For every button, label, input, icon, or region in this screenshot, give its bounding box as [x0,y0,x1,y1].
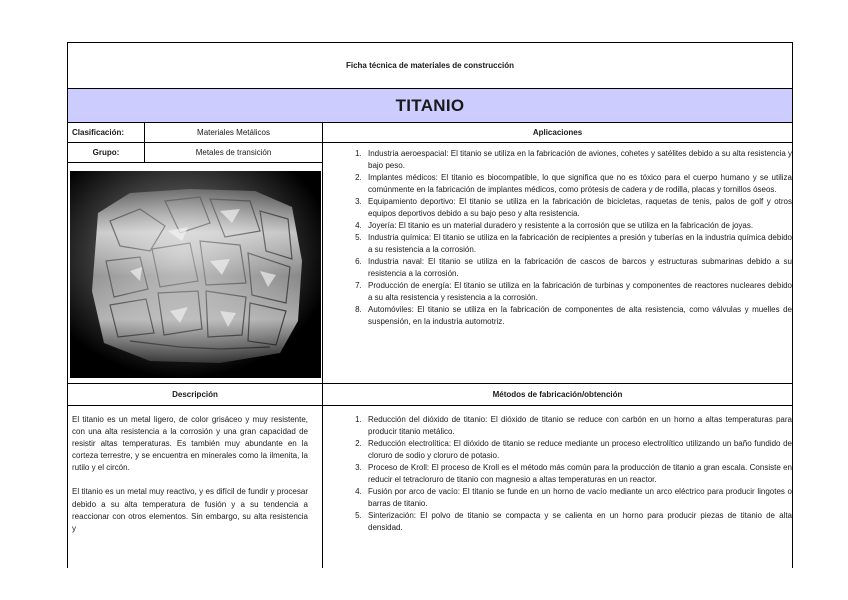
descripcion-heading: Descripción [172,390,218,399]
grupo-label: Grupo: [92,148,120,157]
metodos-heading: Métodos de fabricación/obtención [492,390,623,399]
aplicacion-item: 1. Industria aeroespacial: El titanio se utiliza en la fabricación de aviones, cohetes y satélites debido a su alta resistencia y bajo peso. [364,148,792,172]
material-datasheet [67,42,793,568]
aplicacion-item: 6. Industria naval: El titanio se utiliza en la fabricación de cascos de barcos y estructuras submarinas debido a su resistencia a la corrosión. [364,256,792,280]
clasificacion-value: Materiales Metálicos [197,128,270,137]
aplicacion-item: 2. Implantes médicos: El titanio es biocompatible, lo que significa que no es tóxico para el cuerpo humano y se utiliza comúnmente en la fabricación de implantes médicos, como prótesis de cadera y de rodilla, placas y tornillos óseos. [364,172,792,196]
aplicaciones-heading: Aplicaciones [532,128,583,137]
metodo-item: 4. Fusión por arco de vacío: El titanio se funde en un horno de vacío mediante un arco eléctrico para producir lingotes o barras de titanio. [364,486,792,510]
aplicacion-item: 4. Joyería: El titanio es un material duradero y resistente a la corrosión que se utiliza en la fabricación de joyas. [364,220,792,232]
document-title: Ficha técnica de materiales de construcción [345,61,515,70]
aplicacion-item: 7. Producción de energía: El titanio se utiliza en la fabricación de turbinas y componentes de reactores nucleares debido a su alta resistencia y resistencia a la corrosión. [364,280,792,304]
titanium-crystal-bar-photo [70,171,321,378]
aplicaciones-list [323,148,792,328]
grupo-value: Metales de transición [195,148,272,157]
clasificacion-label: Clasificación: [72,128,125,137]
aplicacion-item: 3. Equipamiento deportivo: El titanio se utiliza en la fabricación de bicicletas, raquetas de tenis, palos de golf y otros equipos deportivos debido a su bajo peso y alta resistencia. [364,196,792,220]
metodos-list [323,414,792,534]
descripcion-text [70,414,310,568]
descripcion-paragraph: El titanio es un metal ligero, de color grisáceo y muy resistente, con una alta resistencia a la corrosión y una gran capacidad de resistir altas temperaturas. Es también muy abundante en la corteza terrestre, y se encuentra en minerales como la ilmenita, la rutilo y el circón. [72,415,308,473]
descripcion-paragraph: El titanio es un metal muy reactivo, y es difícil de fundir y procesar debido a su alta temperatura de fusión y a su tendencia a reaccionar con otros elementos. Sin embargo, su alta resistencia y [72,487,308,533]
material-name-banner: TITANIO [68,89,792,122]
aplicacion-item: 8. Automóviles: El titanio se utiliza en la fabricación de componentes de alta resistencia, como válvulas y muelles de suspensión, en la industria automotriz. [364,304,792,328]
metodo-item: 3. Proceso de Kroll: El proceso de Kroll es el método más común para la producción de titanio a gran escala. Consiste en reducir el tetracloruro de titanio con magnesio a altas temperaturas en un reactor. [364,462,792,486]
metodo-item: 1. Reducción del dióxido de titanio: El dióxido de titanio se reduce con carbón en un horno a altas temperaturas para producir titanio metálico. [364,414,792,438]
metodo-item: 5. Sinterización: El polvo de titanio se compacta y se calienta en un horno para producir piezas de titanio de alta densidad. [364,510,792,534]
aplicacion-item: 5. Industria química: El titanio se utiliza en la fabricación de recipientes a presión y tuberías en la industria química debido a su resistencia a la corrosión. [364,232,792,256]
metodo-item: 2. Reducción electrolítica: El dióxido de titanio se reduce mediante un proceso electrolítico utilizando un baño fundido de cloruro de sodio y cloruro de potasio. [364,438,792,462]
aplicaciones-list-cell [323,148,792,382]
metodos-list-cell [323,414,792,568]
